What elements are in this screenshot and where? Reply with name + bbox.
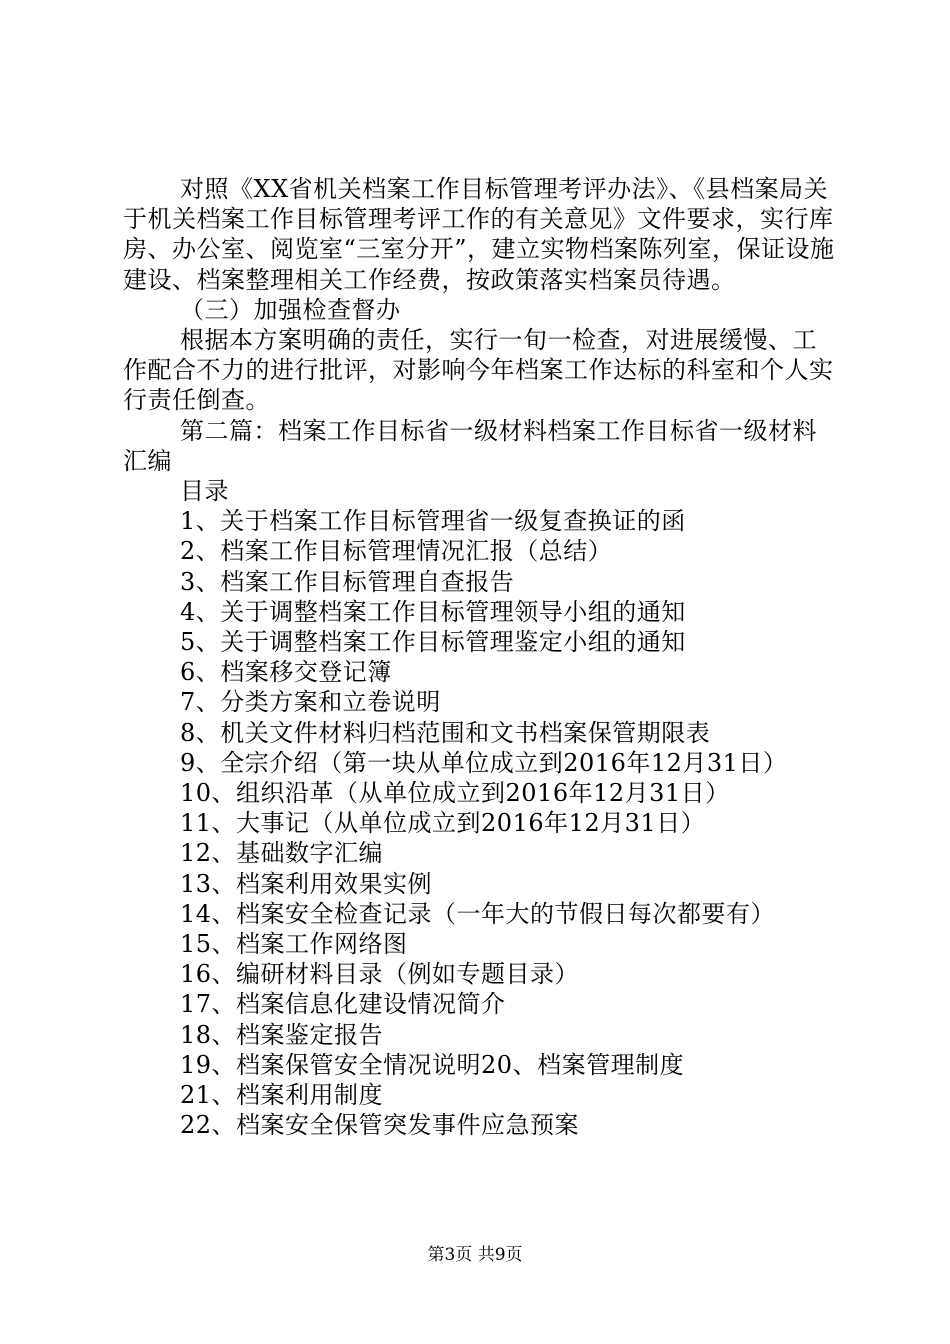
page-footer	[0, 1244, 950, 1266]
toc-item: 15、档案工作网络图	[180, 930, 408, 959]
toc-item: 5、关于调整档案工作目标管理鉴定小组的通知	[180, 628, 686, 657]
toc-item: 1、关于档案工作目标管理省一级复查换证的函	[180, 507, 686, 536]
toc-item: 17、档案信息化建设情况简介	[180, 990, 506, 1019]
toc-item: 7、分类方案和立卷说明	[180, 688, 441, 717]
toc-item: 14、档案安全检查记录（一年大的节假日每次都要有）	[180, 899, 776, 928]
toc-item: 2、档案工作目标管理情况汇报（总结）	[180, 537, 613, 566]
table-of-contents	[123, 506, 835, 1140]
part-title: 第二篇：档案工作目标省一级材料档案工作目标省一级材料汇编	[123, 416, 817, 475]
toc-item: 11、大事记（从单位成立到2016年12月31日）	[180, 809, 706, 838]
toc-item: 9、全宗介绍（第一块从单位成立到2016年12月31日）	[180, 748, 788, 777]
page-number: 第3页 共9页	[427, 1245, 523, 1265]
toc-item: 16、编研材料目录（例如专题目录）	[180, 960, 580, 989]
toc-item: 19、档案保管安全情况说明20、档案管理制度	[180, 1050, 685, 1079]
toc-item: 18、档案鉴定报告	[180, 1020, 384, 1049]
body-paragraph: 对照《XX省机关档案工作目标管理考评办法》、《县档案局关于机关档案工作目标管理考评工作的有关意见》文件要求，实行库房、办公室、阅览室“三室分开”，建立实物档案陈列室，保证设施建设、档案整理相关工作经费，按政策落实档案员待遇。	[123, 175, 835, 294]
toc-item: 10、组织沿革（从单位成立到2016年12月31日）	[180, 779, 730, 808]
section-heading: （三）加强检查督办	[180, 295, 401, 324]
body-paragraph: 根据本方案明确的责任，实行一旬一检查，对进展缓慢、工作配合不力的进行批评，对影响今年档案工作达标的科室和个人实行责任倒查。	[123, 326, 834, 415]
toc-item: 4、关于调整档案工作目标管理领导小组的通知	[180, 597, 686, 626]
document-body	[123, 174, 835, 1141]
toc-item: 8、机关文件材料归档范围和文书档案保管期限表	[180, 718, 711, 747]
toc-item: 3、档案工作目标管理自查报告	[180, 567, 515, 596]
toc-item: 21、档案利用制度	[180, 1081, 384, 1110]
toc-item: 12、基础数字汇编	[180, 839, 384, 868]
toc-item: 13、档案利用效果实例	[180, 869, 433, 898]
toc-item: 22、档案安全保管突发事件应急预案	[180, 1111, 580, 1140]
toc-item: 6、档案移交登记簿	[180, 658, 392, 687]
toc-heading: 目录	[180, 477, 229, 506]
